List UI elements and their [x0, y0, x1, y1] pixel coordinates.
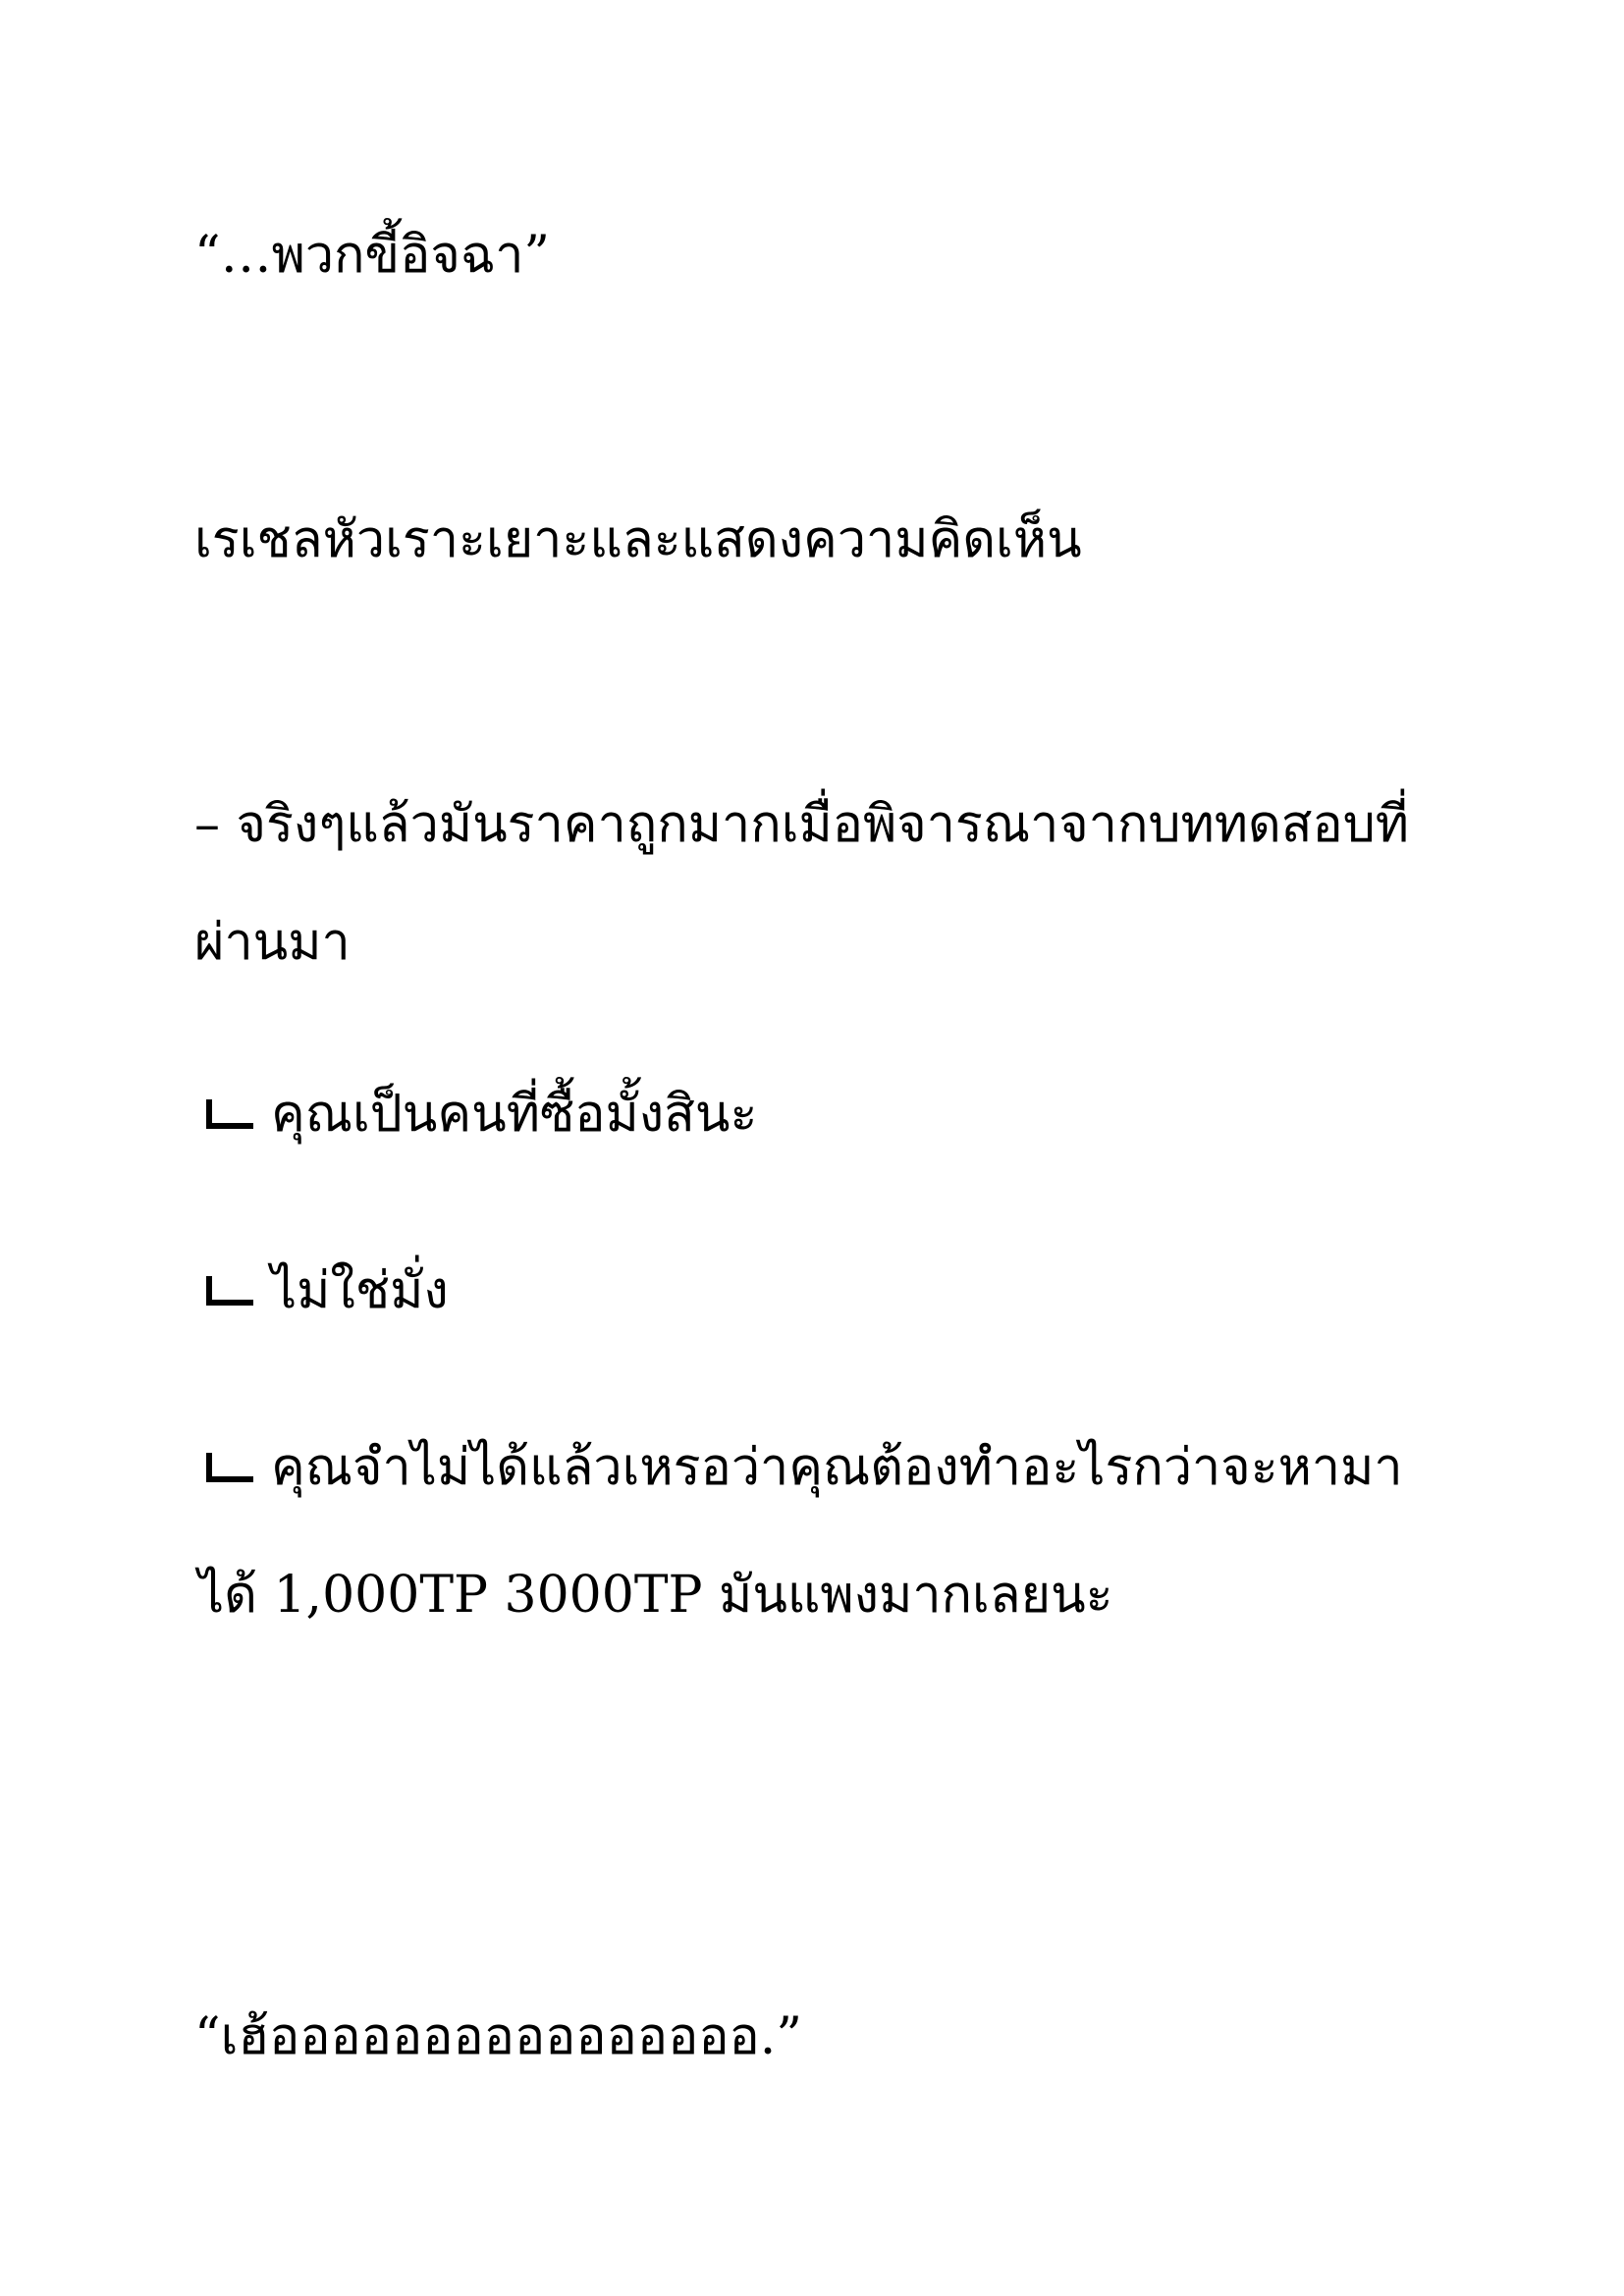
reply-comment-3-continued: ได้ 1,000TP 3000TP มันแพงมากเลยนะ: [198, 1566, 1113, 1625]
reply-comment-2: [206, 1256, 449, 1325]
reply-text: คุณเป็นคนที่ซื้อมั้งสินะ: [271, 1085, 758, 1144]
comment-line-1: – จริงๆแล้วมันราคาถูกมากเมื่อพิจารณาจากบททดสอบที่: [194, 795, 1410, 854]
reply-comment-1: [206, 1080, 757, 1148]
reply-text: คุณจำไม่ได้แล้วเหรอว่าคุณต้องทำอะไรกว่าจะหามา: [271, 1438, 1403, 1497]
dialogue-envious: “…พวกขี้อิจฉา”: [194, 226, 550, 285]
reply-text: ไม่ใช่มั่ง: [271, 1261, 449, 1320]
dialogue-sigh: “เฮ้ออออออออออออออออ.”: [194, 2007, 802, 2066]
reply-arrow-icon: [206, 1099, 253, 1129]
narration-rachel-laughs: เรเชลหัวเราะเยาะและแสดงความคิดเห็น: [194, 510, 1082, 569]
reply-arrow-icon: [206, 1276, 253, 1306]
reply-arrow-icon: [206, 1453, 253, 1482]
reply-comment-3: [206, 1433, 1403, 1502]
comment-line-2: ผ่านมา: [194, 913, 351, 972]
